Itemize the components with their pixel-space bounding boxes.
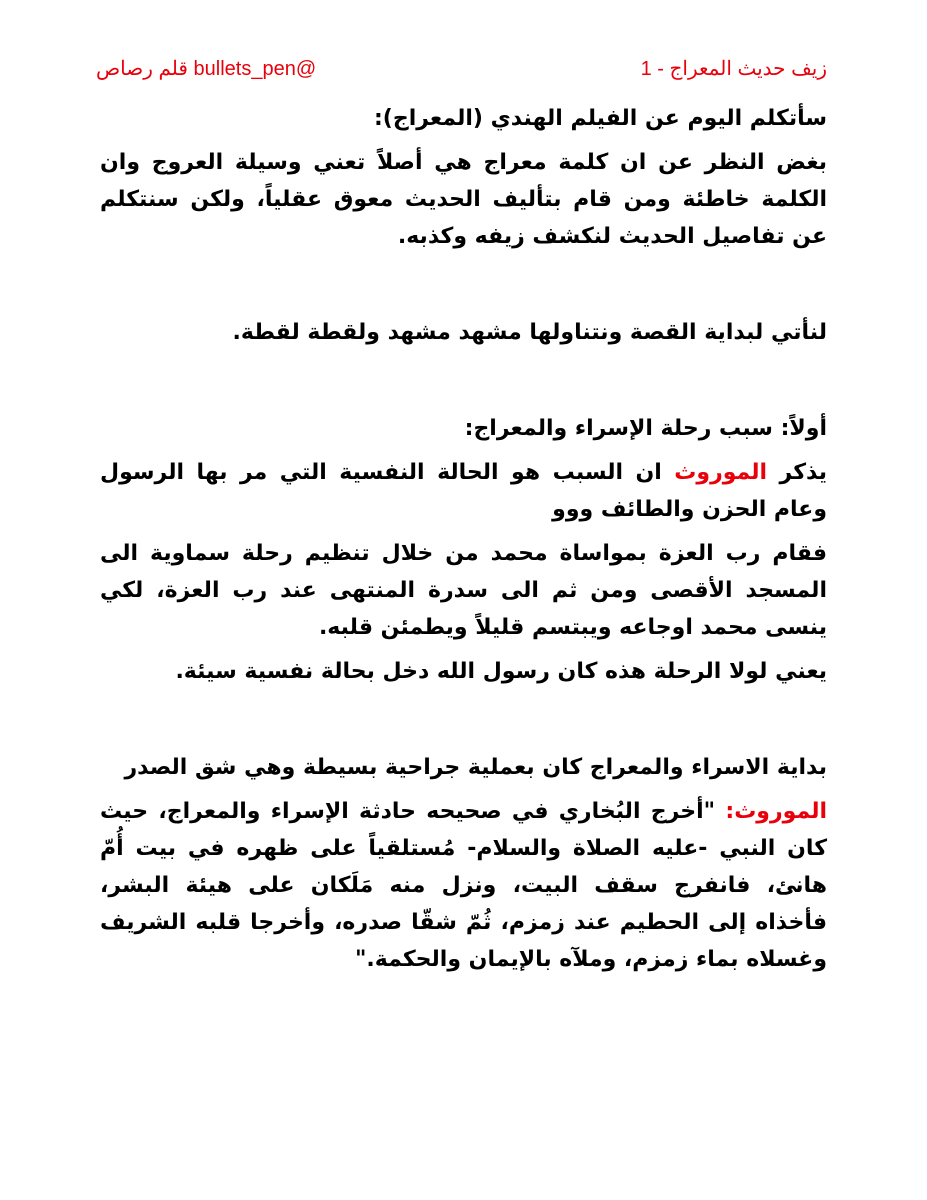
meaning-paragraph: يعني لولا الرحلة هذه كان رسول الله دخل بحالة نفسية سيئة.: [175, 659, 827, 684]
mawruth-2-keyword: الموروث:: [725, 799, 827, 824]
mawruth-1-keyword: الموروث: [674, 460, 768, 485]
mawruth-1-prefix: يذكر: [767, 460, 828, 485]
story-start-paragraph: لنأتي لبداية القصة ونتناولها مشهد مشهد ولقطة لقطة.: [232, 320, 827, 345]
document-body: [100, 100, 827, 978]
mawruth-paragraph-1: [100, 454, 827, 528]
mawruth-2-text: "أخرج البُخاري في صحيحه حادثة الإسراء والمعراج، حيث كان النبي -عليه الصلاة والسلام- مُستلقياً على ظهره في بيت أُمّ هانئ، فانفرج سقف البيت، ونزل منه مَلَكان على هيئة البشر، فأخذاه إلى الحطيم عند زمزم، ثُمّ شقّا صدره، وأخرجا قلبه الشريف وغسلاه بماء زمزم، وملآه بالإيمان والحكمة.": [100, 799, 827, 972]
title-line: سأتكلم اليوم عن الفيلم الهندي (المعراج):: [374, 106, 827, 131]
first-heading: أولاً: سبب رحلة الإسراء والمعراج:: [464, 416, 827, 441]
mawruth-1-text: ان السبب هو الحالة النفسية التي مر بها الرسول وعام الحزن والطائف ووو: [100, 460, 827, 522]
intro-paragraph: بغض النظر عن ان كلمة معراج هي أصلاً تعني وسيلة العروج وان الكلمة خاطئة ومن قام بتأليف الحديث معوق عقلياً، ولكن سنتكلم عن تفاصيل الحديث لنكشف زيفه وكذبه.: [100, 150, 827, 249]
trip-paragraph: فقام رب العزة بمواساة محمد من خلال تنظيم رحلة سماوية الى المسجد الأقصى ومن ثم الى سدرة المنتهى عند رب العزة، لكي ينسى محمد اوجاعه ويبتسم قليلاً ويطمئن قلبه.: [100, 541, 827, 640]
header-title: زيف حديث المعراج - 1: [640, 58, 827, 80]
mawruth-paragraph-2: [100, 793, 827, 978]
header-author: @bullets_pen قلم رصاص: [96, 58, 317, 80]
surgery-paragraph: بداية الاسراء والمعراج كان بعملية جراحية بسيطة وهي شق الصدر: [124, 755, 827, 780]
